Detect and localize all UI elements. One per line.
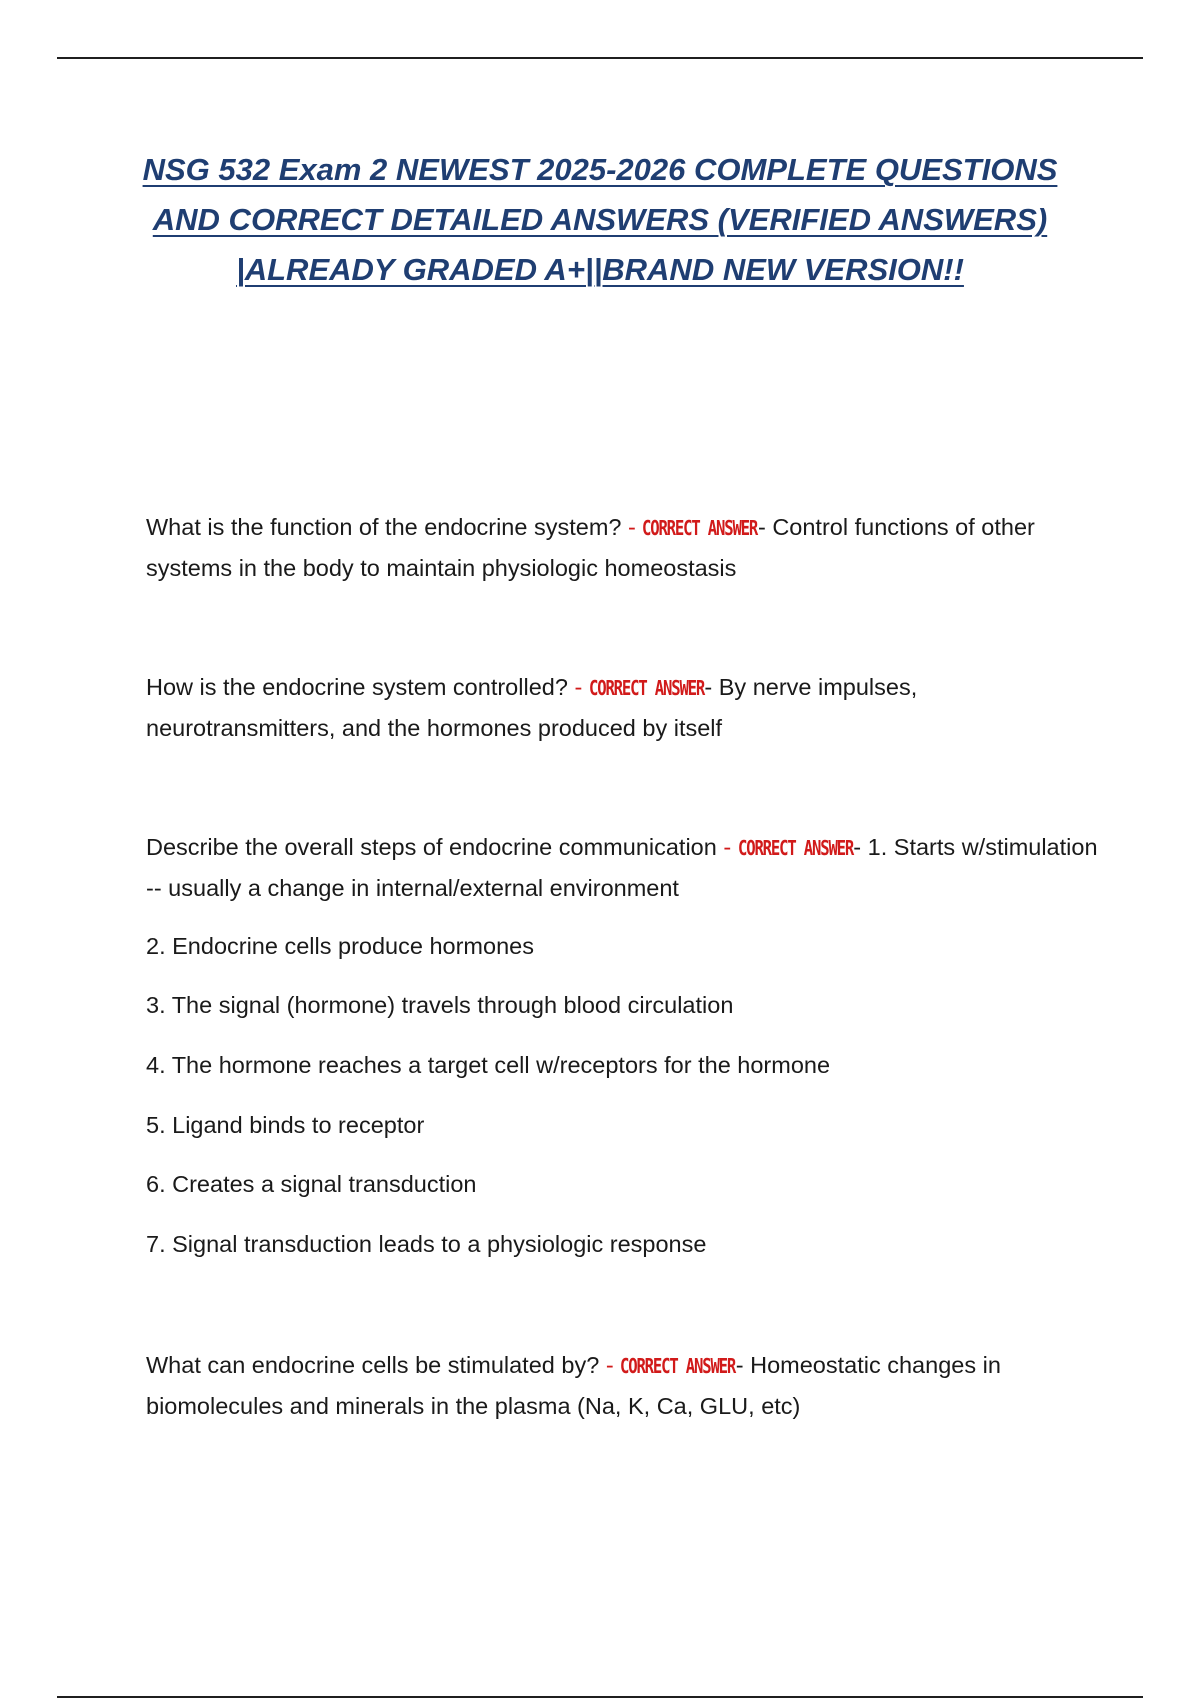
answer-text: Homeostatic changes in biomolecules and minerals in the plasma (Na, K, Ca, GLU, etc) <box>146 1352 1001 1419</box>
answer-dash: - <box>704 674 713 700</box>
qa-item-1 <box>146 507 1106 588</box>
correct-answer-label: CORRECT ANSWER <box>588 676 704 700</box>
title-line-3: |ALREADY GRADED A+||BRAND NEW VERSION!! <box>236 252 964 287</box>
answer-separator: - <box>723 834 732 860</box>
question-text: Describe the overall steps of endocrine communication <box>146 834 717 860</box>
step-item: 6. Creates a signal transduction <box>146 1171 477 1197</box>
top-rule <box>57 57 1143 59</box>
answer-separator: - <box>628 514 636 540</box>
answer-dash: - <box>735 1352 744 1378</box>
answer-separator: - <box>574 674 583 700</box>
answer-dash: - <box>757 514 766 540</box>
step-item: 4. The hormone reaches a target cell w/receptors for the hormone <box>146 1052 831 1078</box>
question-text: What can endocrine cells be stimulated by? <box>146 1352 600 1378</box>
document-title <box>120 145 1080 295</box>
answer-dash: - <box>853 834 862 860</box>
title-line-2: AND CORRECT DETAILED ANSWERS (VERIFIED ANSWERS) <box>152 202 1048 237</box>
step-item: 2. Endocrine cells produce hormones <box>146 933 534 959</box>
correct-answer-label: CORRECT ANSWER <box>620 1354 736 1378</box>
answer-separator: - <box>605 1352 614 1378</box>
bottom-rule <box>57 1696 1143 1698</box>
answer-text: By nerve impulses, neurotransmitters, and the hormones produced by itself <box>146 674 918 741</box>
step-item: 5. Ligand binds to receptor <box>146 1112 425 1138</box>
correct-answer-label: CORRECT ANSWER <box>737 836 853 860</box>
title-line-1: NSG 532 Exam 2 NEWEST 2025-2026 COMPLETE QUESTIONS <box>142 152 1058 187</box>
step-item: 3. The signal (hormone) travels through blood circulation <box>146 992 734 1018</box>
qa-item-2 <box>146 667 1106 748</box>
correct-answer-label: CORRECT ANSWER <box>642 516 758 540</box>
question-text: What is the function of the endocrine system? <box>146 514 622 540</box>
question-text: How is the endocrine system controlled? <box>146 674 568 700</box>
answer-text: 1. Starts w/stimulation -- usually a change in internal/external environment <box>146 834 1098 901</box>
qa-item-4 <box>146 1345 1106 1426</box>
step-item: 7. Signal transduction leads to a physiologic response <box>146 1231 707 1257</box>
answer-text: Control functions of other systems in the body to maintain physiologic homeostasis <box>146 514 1035 581</box>
qa-item-3 <box>146 827 1106 908</box>
